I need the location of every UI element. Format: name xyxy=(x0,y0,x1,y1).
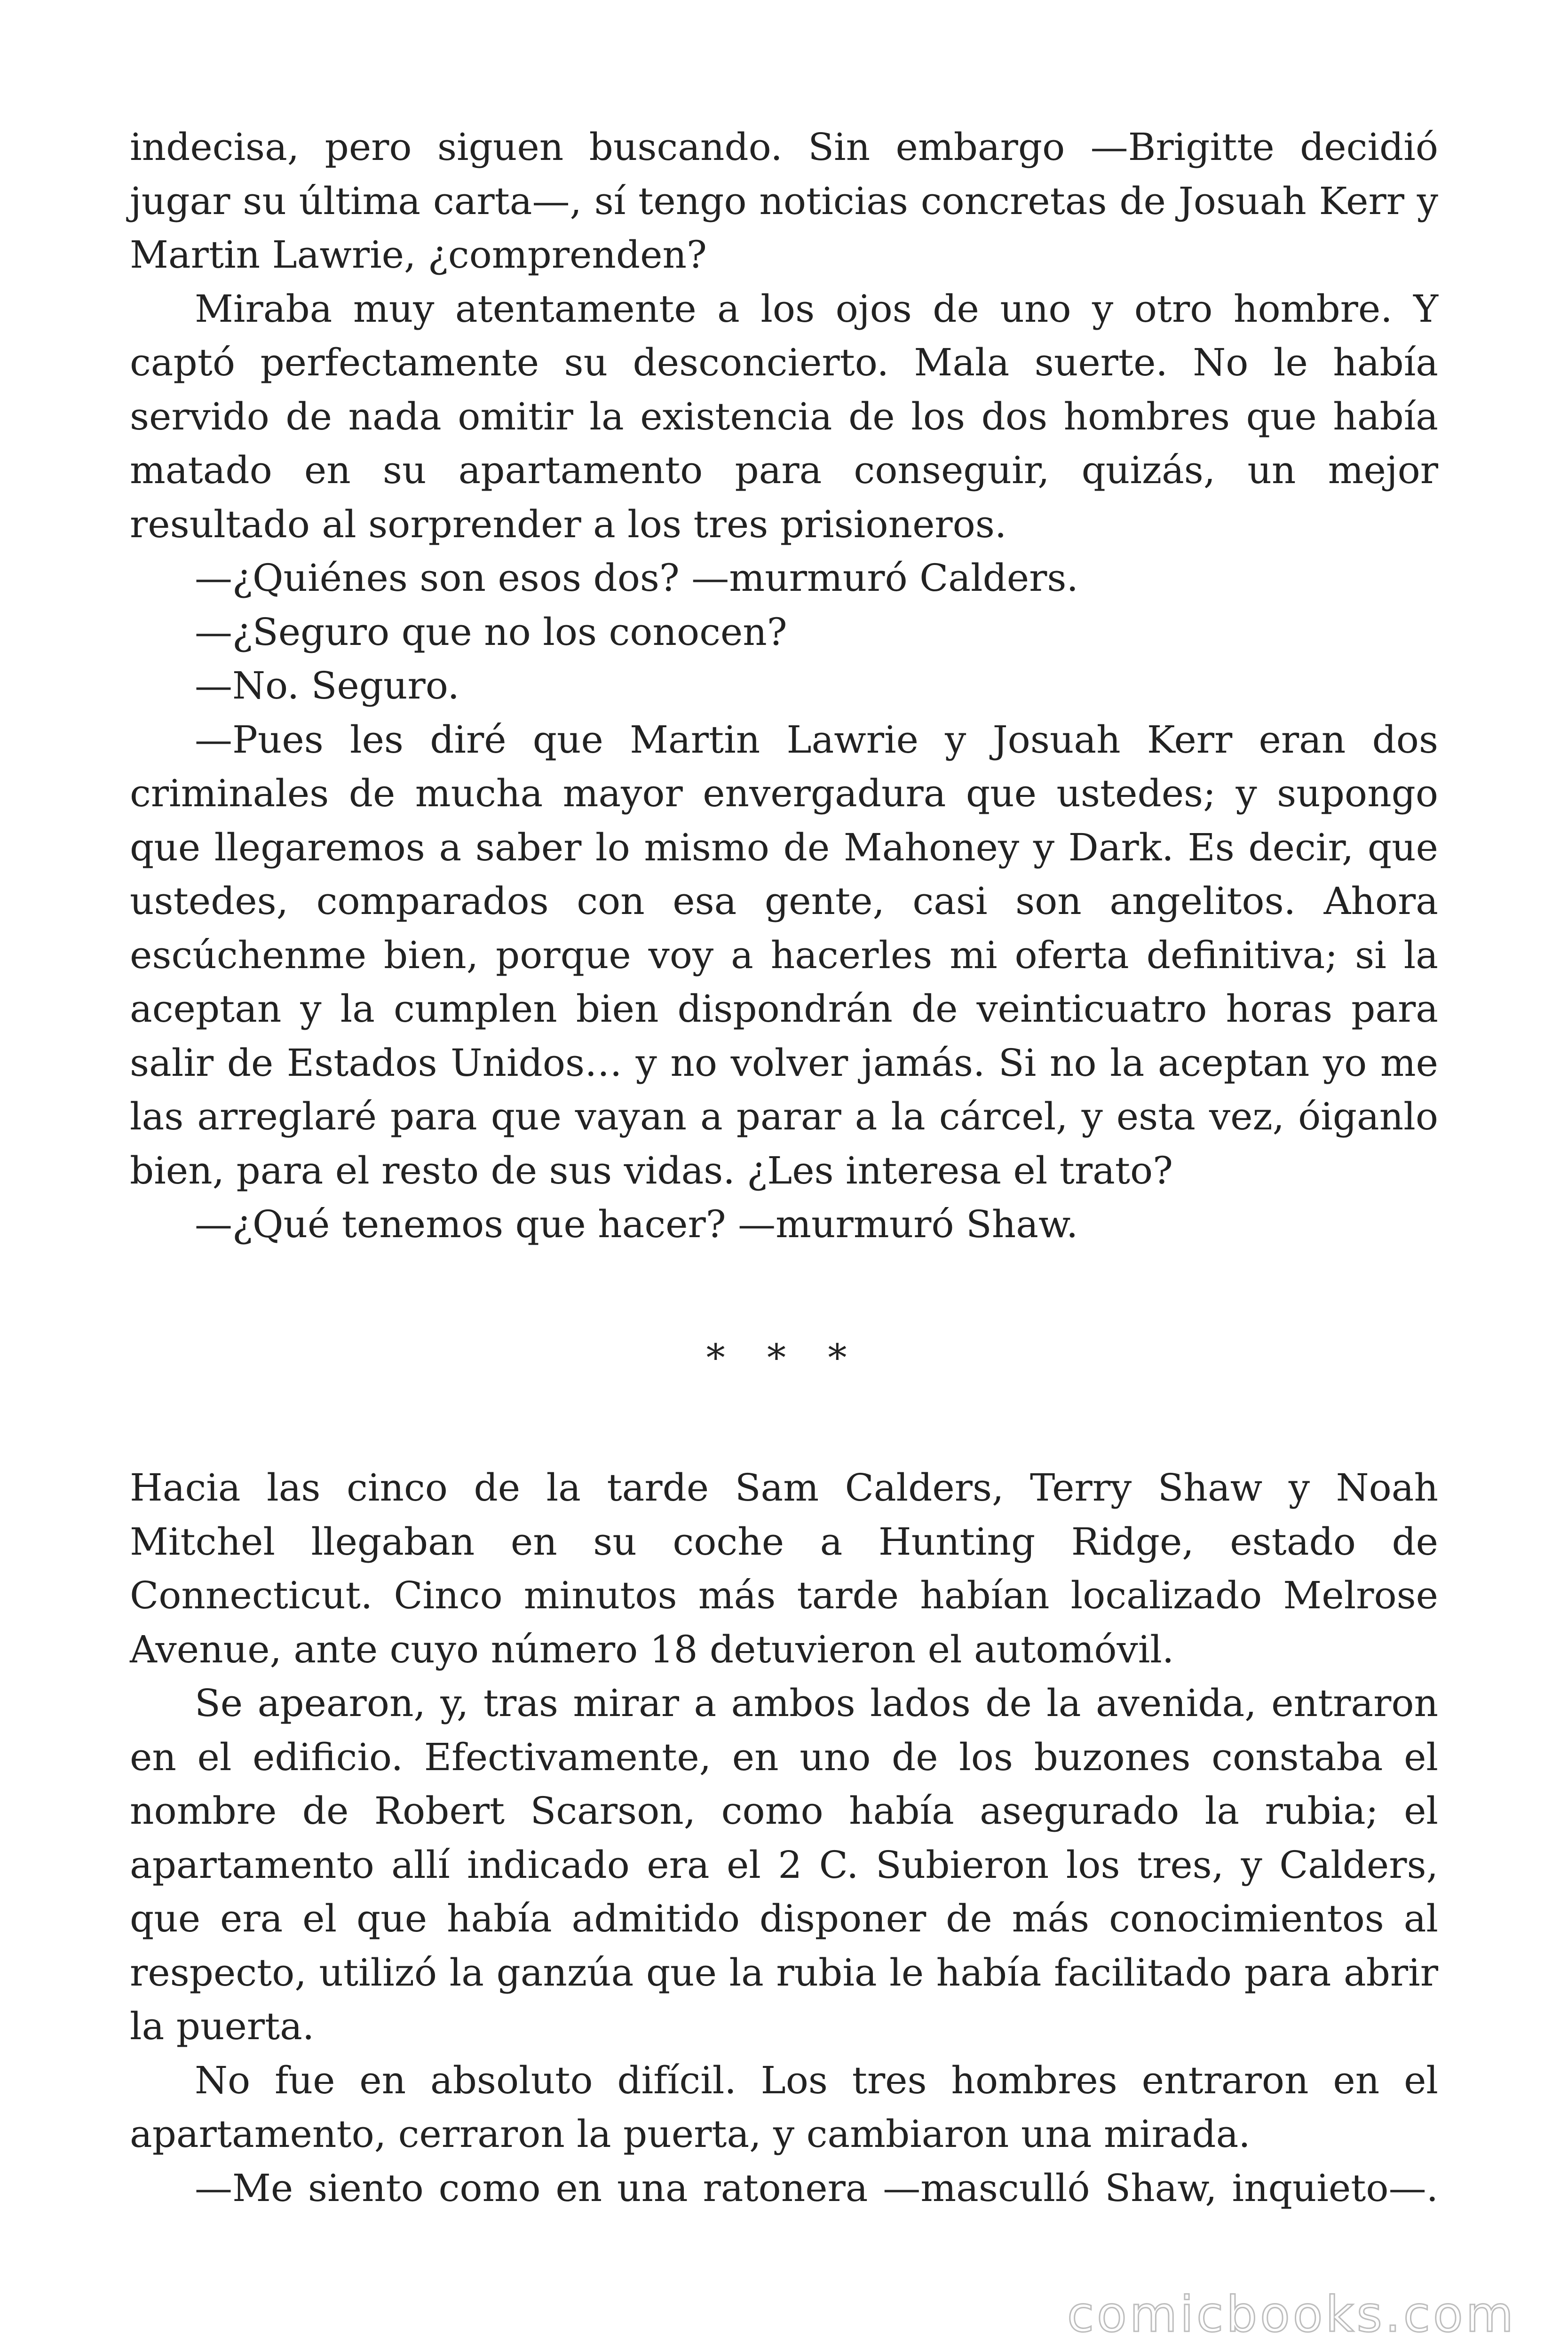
paragraph: No fue en absoluto difícil. Los tres hombres entraron en el apartamento, cerraron la puerta, y cambiaron una mirada. xyxy=(130,2058,1438,2156)
paragraph: —¿Seguro que no los conocen? xyxy=(195,610,787,654)
watermark: comicbooks.com xyxy=(1067,2286,1516,2343)
text-block-bottom xyxy=(130,1461,1438,2215)
paragraph: —Me siento como en una ratonera —masculló Shaw, inquieto—. xyxy=(195,2166,1438,2210)
paragraph: —Pues les diré que Martin Lawrie y Josuah Kerr eran dos criminales de mucha mayor envergadura que ustedes; y supongo que llegaremos a saber lo mismo de Mahoney y Dark. Es decir, que ustedes, comparados con esa gente, casi son angelitos. Ahora escúchenme bien, porque voy a hacerles mi oferta definitiva; si la aceptan y la cumplen bien dispondrán de veinticuatro horas para salir de Estados Unidos… y no volver jamás. Si no la aceptan yo me las arreglaré para que vayan a parar a la cárcel, y esta vez, óiganlo bien, para el resto de sus vidas. ¿Les interesa el trato? xyxy=(130,717,1438,1192)
paragraph: Hacia las cinco de la tarde Sam Calders, Terry Shaw y Noah Mitchel llegaban en su coche a Hunting Ridge, estado de Connecticut. Cinco minutos más tarde habían localizado Melrose Avenue, ante cuyo número 18 detuvieron el automóvil. xyxy=(130,1466,1438,1671)
scene-break: * * * xyxy=(706,1336,862,1380)
paragraph: indecisa, pero siguen buscando. Sin embargo —Brigitte decidió jugar su última carta—, sí tengo noticias concretas de Josuah Kerr y Martin Lawrie, ¿comprenden? xyxy=(130,125,1438,277)
text-block-top xyxy=(130,120,1438,1252)
paragraph: —¿Qué tenemos que hacer? —murmuró Shaw. xyxy=(195,1202,1078,1246)
paragraph: Miraba muy atentamente a los ojos de uno y otro hombre. Y captó perfectamente su desconcierto. Mala suerte. No le había servido de nada omitir la existencia de los dos hombres que había matado en su apartamento para conseguir, quizás, un mejor resultado al sorprender a los tres prisioneros. xyxy=(130,286,1438,546)
paragraph: —No. Seguro. xyxy=(195,664,459,707)
paragraph: —¿Quiénes son esos dos? —murmuró Calders. xyxy=(195,556,1078,600)
paragraph: Se apearon, y, tras mirar a ambos lados de la avenida, entraron en el edificio. Efectivamente, en uno de los buzones constaba el nombre de Robert Scarson, como había asegurado la rubia; el apartamento allí indicado era el 2 C. Subieron los tres, y Calders, que era el que había admitido disponer de más conocimientos al respecto, utilizó la ganzúa que la rubia le había facilitado para abrir la puerta. xyxy=(130,1681,1438,2048)
